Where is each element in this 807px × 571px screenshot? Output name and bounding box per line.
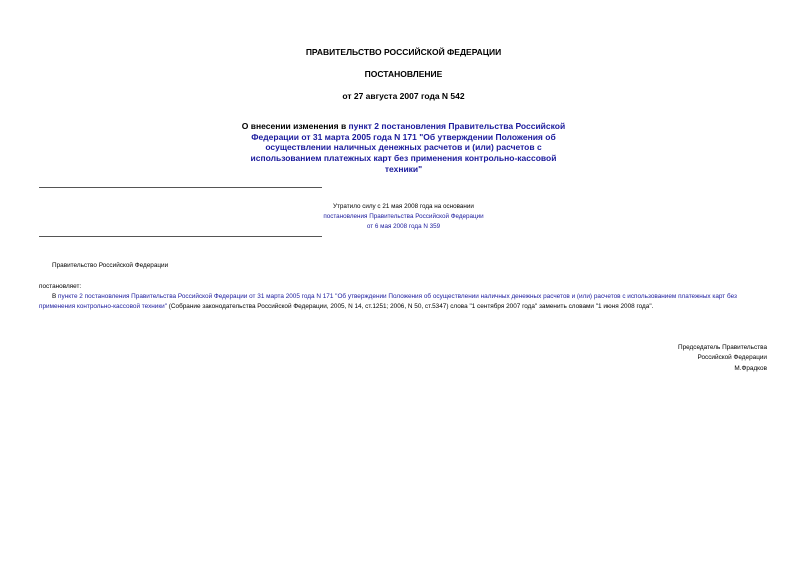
separator-bottom — [39, 236, 322, 237]
document-date-number: от 27 августа 2007 года N 542 — [342, 91, 465, 101]
signature-organization: Российской Федерации — [697, 354, 767, 362]
title-prefix: О внесении изменения в — [241, 121, 349, 131]
status-note-act-link[interactable]: постановления Правительства Российской Федерации — [323, 213, 484, 220]
paragraph-rest: (Собрание законодательства Российской Федерации, 2005, N 14, ст.1251; 2006, N 50, ст.5347) слова "1 сентября 2007 года" заменить словами "1 июня 2008 года". — [167, 303, 654, 310]
main-paragraph — [39, 292, 770, 312]
paragraph-amended-act-link[interactable]: пункте 2 постановления Правительства Российской Федерации от 31 марта 2005 года N 171 "Об утверждении Положения об осуществлении наличных денежных расчетов и (или) расчетов с использованием платежных карт без применения контрольно-кассовой техники" — [39, 293, 737, 310]
separator-top — [39, 187, 322, 188]
status-note-text: Утратило силу с 21 мая 2008 года на основании — [333, 203, 474, 210]
government-name: ПРАВИТЕЛЬСТВО РОССИЙСКОЙ ФЕДЕРАЦИИ — [305, 47, 502, 57]
status-note-date-link[interactable]: от 6 мая 2008 года N 359 — [366, 223, 441, 230]
signature-block — [678, 343, 767, 374]
document-title — [240, 121, 567, 175]
issuer: Правительство Российской Федерации — [52, 262, 169, 269]
title-amended-act-link[interactable]: пункт 2 постановления Правительства Российской Федерации от 31 марта 2005 года N 171 "Об утверждении Положения об осуществлении наличных денежных расчетов и (или) расчетов с использованием платежных карт без применения контрольно-кассовой техники" — [250, 121, 566, 174]
status-note — [300, 202, 507, 232]
paragraph-prefix: В — [52, 293, 59, 300]
signature-name: М.Фрадков — [734, 364, 767, 372]
resolves-label: постановляет: — [39, 283, 82, 290]
document-type: ПОСТАНОВЛЕНИЕ — [364, 69, 443, 79]
signature-position: Председатель Правительства — [678, 344, 767, 351]
